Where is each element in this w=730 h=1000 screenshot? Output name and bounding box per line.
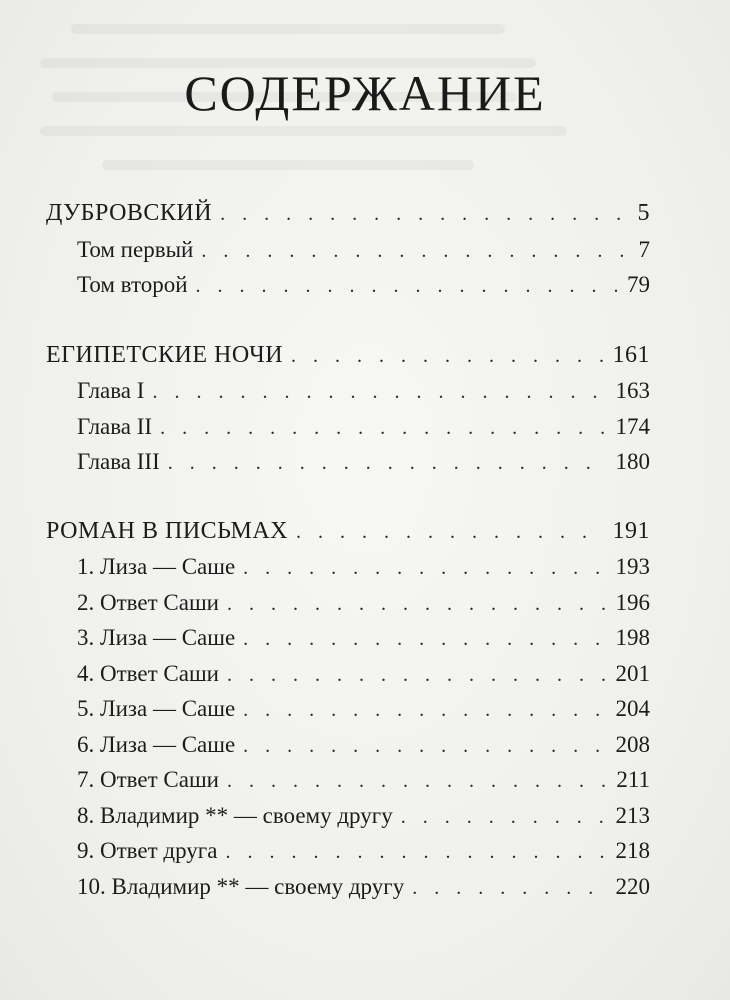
dot-leader <box>401 800 608 836</box>
toc-subentry-title: 5. Лиза — Саше <box>77 696 236 721</box>
toc-subentry-title: 7. Ответ Саши <box>77 767 219 792</box>
toc-subentry-title: 2. Ответ Саши <box>77 589 219 615</box>
toc-entry[interactable] <box>46 196 650 232</box>
toc-subentry-title: Том первый <box>77 236 194 262</box>
toc-subentry-page: 198 <box>615 625 650 650</box>
dot-leader <box>227 764 608 800</box>
dot-leader <box>225 835 607 871</box>
toc-subentry[interactable] <box>46 869 650 905</box>
toc-subentry-page: 196 <box>615 589 650 615</box>
toc-subentry-page: 79 <box>627 272 650 297</box>
toc-subentry[interactable] <box>46 373 650 409</box>
toc-entry-page: 191 <box>612 517 650 544</box>
toc-subentry[interactable] <box>46 798 650 834</box>
toc-subentry-title: Глава I <box>77 378 145 403</box>
toc-subentry[interactable] <box>46 762 650 798</box>
dot-leader <box>412 871 607 907</box>
toc-subentry-page: 218 <box>615 838 650 863</box>
toc-subentry[interactable] <box>46 833 650 869</box>
toc-subentry-title: Глава III <box>77 449 160 474</box>
toc-subentry-page: 180 <box>615 449 650 474</box>
dot-leader <box>160 411 607 447</box>
dot-leader <box>243 693 607 729</box>
toc-section-novel-in-letters <box>46 514 650 905</box>
toc-entry-page: 5 <box>637 200 650 226</box>
dot-leader <box>227 587 608 623</box>
dot-leader <box>201 234 630 270</box>
toc-subentry-title: 6. Лиза — Саше <box>77 731 236 757</box>
dot-leader <box>168 446 608 482</box>
toc-subentry-title: 8. Владимир ** — своему другу <box>77 802 393 828</box>
page-title: СОДЕРЖАНИЕ <box>184 64 546 121</box>
toc-subentry[interactable] <box>46 444 650 480</box>
toc-subentry-page: 201 <box>615 660 650 686</box>
toc-subentry[interactable] <box>46 656 650 692</box>
toc-subentry[interactable] <box>46 691 650 727</box>
toc-subentry-page: 208 <box>615 731 650 757</box>
dot-leader <box>291 339 604 375</box>
toc-subentry-title: Том второй <box>77 272 188 297</box>
toc-subentry-title: 4. Ответ Саши <box>77 660 219 686</box>
toc-subentry[interactable] <box>46 549 650 585</box>
toc-entry[interactable] <box>46 338 650 374</box>
dot-leader <box>196 269 619 305</box>
toc-subentry-page: 174 <box>615 413 650 439</box>
toc-entry-title: ДУБРОВСКИЙ <box>46 200 213 226</box>
dot-leader <box>243 729 607 765</box>
toc-subentry[interactable] <box>46 267 650 303</box>
toc-section-egyptian-nights <box>46 338 650 480</box>
toc-entry-page: 161 <box>612 341 650 368</box>
toc-subentry-page: 7 <box>638 236 650 262</box>
toc-subentry-title: 9. Ответ друга <box>77 838 218 863</box>
dot-leader <box>296 515 605 551</box>
dot-leader <box>152 375 607 411</box>
toc-subentry-title: 10. Владимир ** — своему другу <box>77 873 405 899</box>
toc-subentry-page: 211 <box>616 767 650 792</box>
toc-subentry-page: 193 <box>615 554 650 579</box>
toc-subentry-page: 204 <box>615 696 650 721</box>
toc-entry-title: РОМАН В ПИСЬМАХ <box>46 517 288 544</box>
toc-subentry-title: 1. Лиза — Саше <box>77 554 236 579</box>
toc-section-dubrovsky <box>46 196 650 303</box>
dot-leader <box>227 658 608 694</box>
toc-subentry-page: 163 <box>615 378 650 403</box>
toc-subentry-title: 3. Лиза — Саше <box>77 625 236 650</box>
toc-subentry-page: 213 <box>615 802 650 828</box>
dot-leader <box>243 622 607 658</box>
toc-subentry[interactable] <box>46 620 650 656</box>
dot-leader <box>220 197 629 233</box>
toc-subentry[interactable] <box>46 585 650 621</box>
toc-subentry[interactable] <box>46 232 650 268</box>
dot-leader <box>243 551 607 587</box>
toc-subentry[interactable] <box>46 409 650 445</box>
section-spacer <box>46 303 650 338</box>
toc-entry[interactable] <box>46 514 650 550</box>
table-of-contents <box>46 196 650 904</box>
toc-subentry[interactable] <box>46 727 650 763</box>
toc-subentry-page: 220 <box>615 873 650 899</box>
section-spacer <box>46 480 650 514</box>
toc-entry-title: ЕГИПЕТСКИЕ НОЧИ <box>46 341 284 368</box>
toc-subentry-title: Глава II <box>77 413 153 439</box>
